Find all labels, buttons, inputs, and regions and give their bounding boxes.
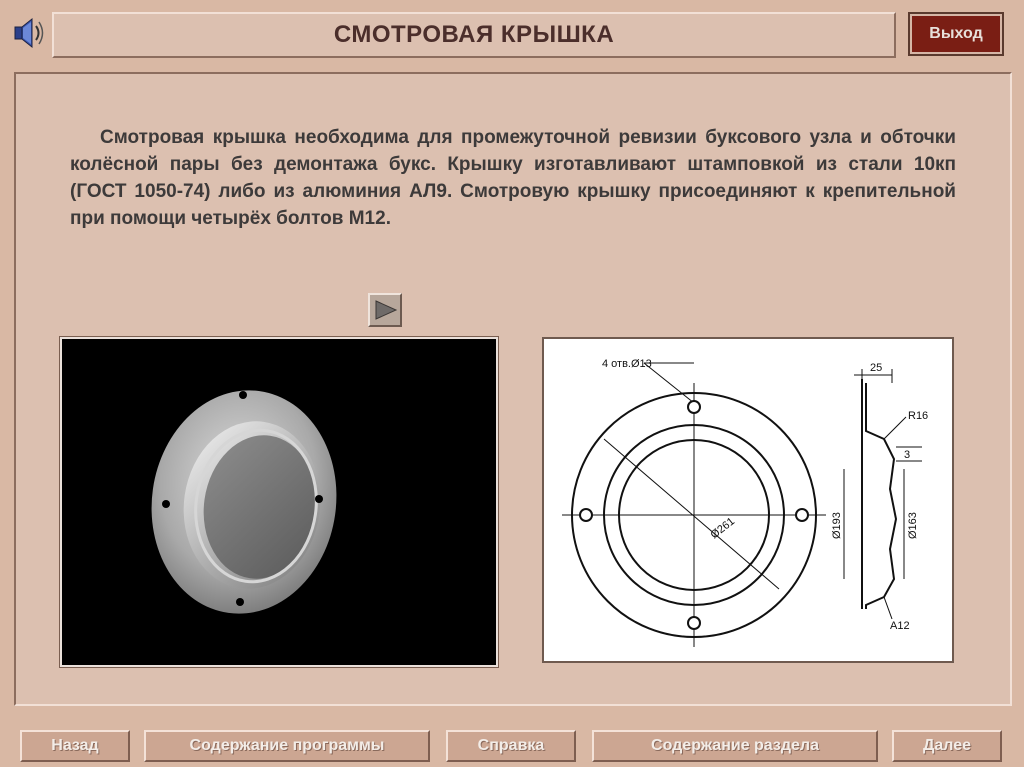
play-button[interactable] (368, 293, 402, 327)
drawing-label-holes: 4 отв.Ø13 (602, 358, 652, 370)
exit-button-label: Выход (929, 25, 983, 42)
drawing-label-diameter-b: Ø163 (907, 512, 919, 539)
drawing-label-diameter-a: Ø193 (831, 512, 843, 539)
page-title-text: СМОТРОВАЯ КРЫШКА (333, 21, 615, 48)
help-button-label: Справка (477, 737, 545, 754)
next-button[interactable] (892, 730, 1002, 762)
bottom-navigation (0, 726, 1024, 766)
speaker-icon[interactable] (12, 14, 46, 52)
play-icon (370, 295, 400, 325)
technical-drawing (542, 337, 954, 663)
drawing-label-width: 25 (870, 362, 883, 374)
program-contents-label: Содержание программы (189, 737, 385, 754)
page-title (52, 12, 896, 58)
drawing-label-radius: R16 (908, 410, 929, 422)
drawing-label-material: А12 (890, 620, 910, 632)
program-contents-button[interactable] (144, 730, 430, 762)
drawing-label-diameter-outer: Ø261 (708, 515, 738, 542)
back-button-label: Назад (51, 737, 99, 754)
drawing-label-thickness: 3 (904, 449, 911, 461)
back-button[interactable] (20, 730, 130, 762)
exit-button[interactable] (910, 14, 1002, 54)
section-contents-label: Содержание раздела (651, 737, 819, 754)
section-contents-button[interactable] (592, 730, 878, 762)
cover-photo (60, 337, 498, 667)
help-button[interactable] (446, 730, 576, 762)
description-text: Смотровая крышка необходима для промежуточной ревизии буксового узла и обточки колёсной пары без демонтажа букс. Крышку изготавливают штамповкой из стали 10кп (ГОСТ 1050-74) либо из алюминия АЛ9. Смотровую крышку присоединяют к крепительной при помощи четырёх болтов М12. (70, 127, 956, 229)
next-button-label: Далее (922, 737, 972, 754)
